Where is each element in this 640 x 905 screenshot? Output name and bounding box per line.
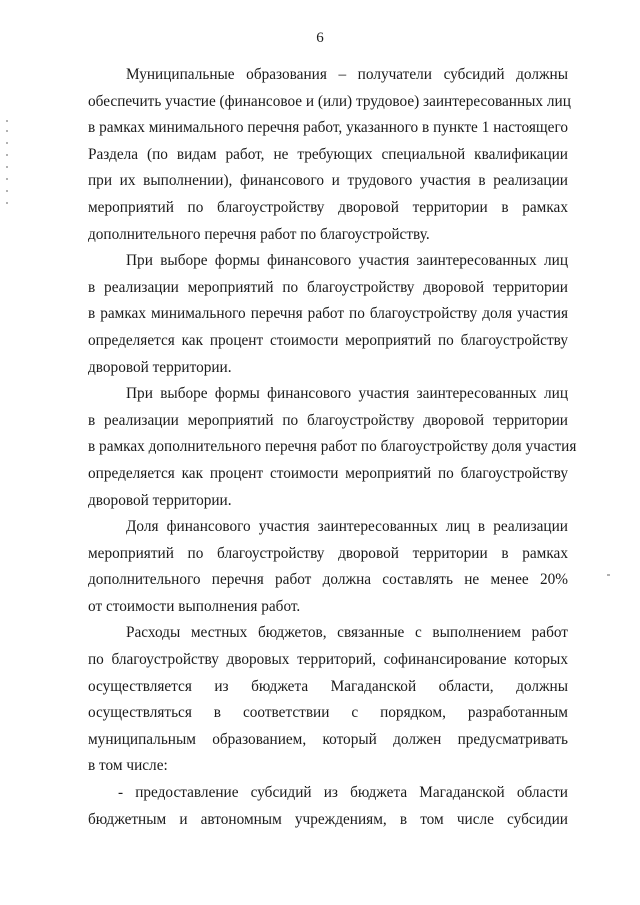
scan-artifact [607, 574, 610, 576]
text-line: муниципальным образованием, который должен предусматривать [88, 730, 568, 748]
page-number: 6 [316, 30, 324, 46]
scan-artifact [6, 120, 10, 220]
text-line: от стоимости выполнения работ. [88, 597, 301, 615]
text-line: в рамках минимального перечня работ, указанного в пункте 1 настоящего [88, 119, 568, 137]
document-body [88, 62, 577, 833]
paragraph [88, 620, 568, 780]
text-line: в реализации мероприятий по благоустройству дворовой территории [88, 278, 568, 296]
text-line: при их выполнении), финансового и трудового участия в реализации [88, 172, 568, 190]
paragraph [88, 514, 568, 620]
text-line: При выборе формы финансового участия заинтересованных лиц [126, 385, 568, 403]
text-line: мероприятий по благоустройству дворовой территории в рамках [88, 544, 568, 562]
text-line: в реализации мероприятий по благоустройству дворовой территории [88, 411, 568, 429]
text-line: Доля финансового участия заинтересованных лиц в реализации [126, 518, 568, 536]
text-line: дворовой территории. [88, 491, 232, 509]
text-line: При выборе формы финансового участия заинтересованных лиц [126, 252, 568, 270]
text-line: дополнительного перечня работ по благоустройству. [88, 225, 430, 243]
text-line: Муниципальные образования – получатели субсидий должны [126, 66, 568, 83]
text-line: определяется как процент стоимости мероприятий по благоустройству [88, 331, 568, 349]
text-line: определяется как процент стоимости мероприятий по благоустройству [88, 464, 568, 482]
text-line: Расходы местных бюджетов, связанные с выполнением работ [126, 624, 568, 642]
text-line: Раздела (по видам работ, не требующих специальной квалификации [88, 145, 568, 163]
text-line: осуществляться в соответствии с порядком, разработанным [88, 704, 568, 722]
paragraph [88, 780, 568, 833]
text-line: по благоустройству дворовых территорий, софинансирование которых [88, 651, 568, 669]
text-line: дворовой территории. [88, 358, 232, 376]
text-line: - предоставление субсидий из бюджета Магаданской области [118, 784, 568, 802]
text-line: в рамках минимального перечня работ по благоустройству доля участия [88, 305, 568, 323]
paragraph [88, 248, 568, 381]
paragraph [88, 62, 571, 248]
text-line: в рамках дополнительного перечня работ по благоустройству доля участия [88, 438, 577, 456]
text-line: дополнительного перечня работ должна составлять не менее 20% [88, 571, 568, 589]
text-line: осуществляется из бюджета Магаданской области, должны [88, 677, 568, 695]
text-line: обеспечить участие (финансовое и (или) трудовое) заинтересованных лиц [88, 92, 571, 110]
text-line: бюджетным и автономным учреждениям, в том числе субсидии [88, 810, 568, 828]
text-line: мероприятий по благоустройству дворовой территории в рамках [88, 198, 568, 216]
paragraph [88, 381, 577, 514]
text-line: в том числе: [88, 757, 168, 775]
